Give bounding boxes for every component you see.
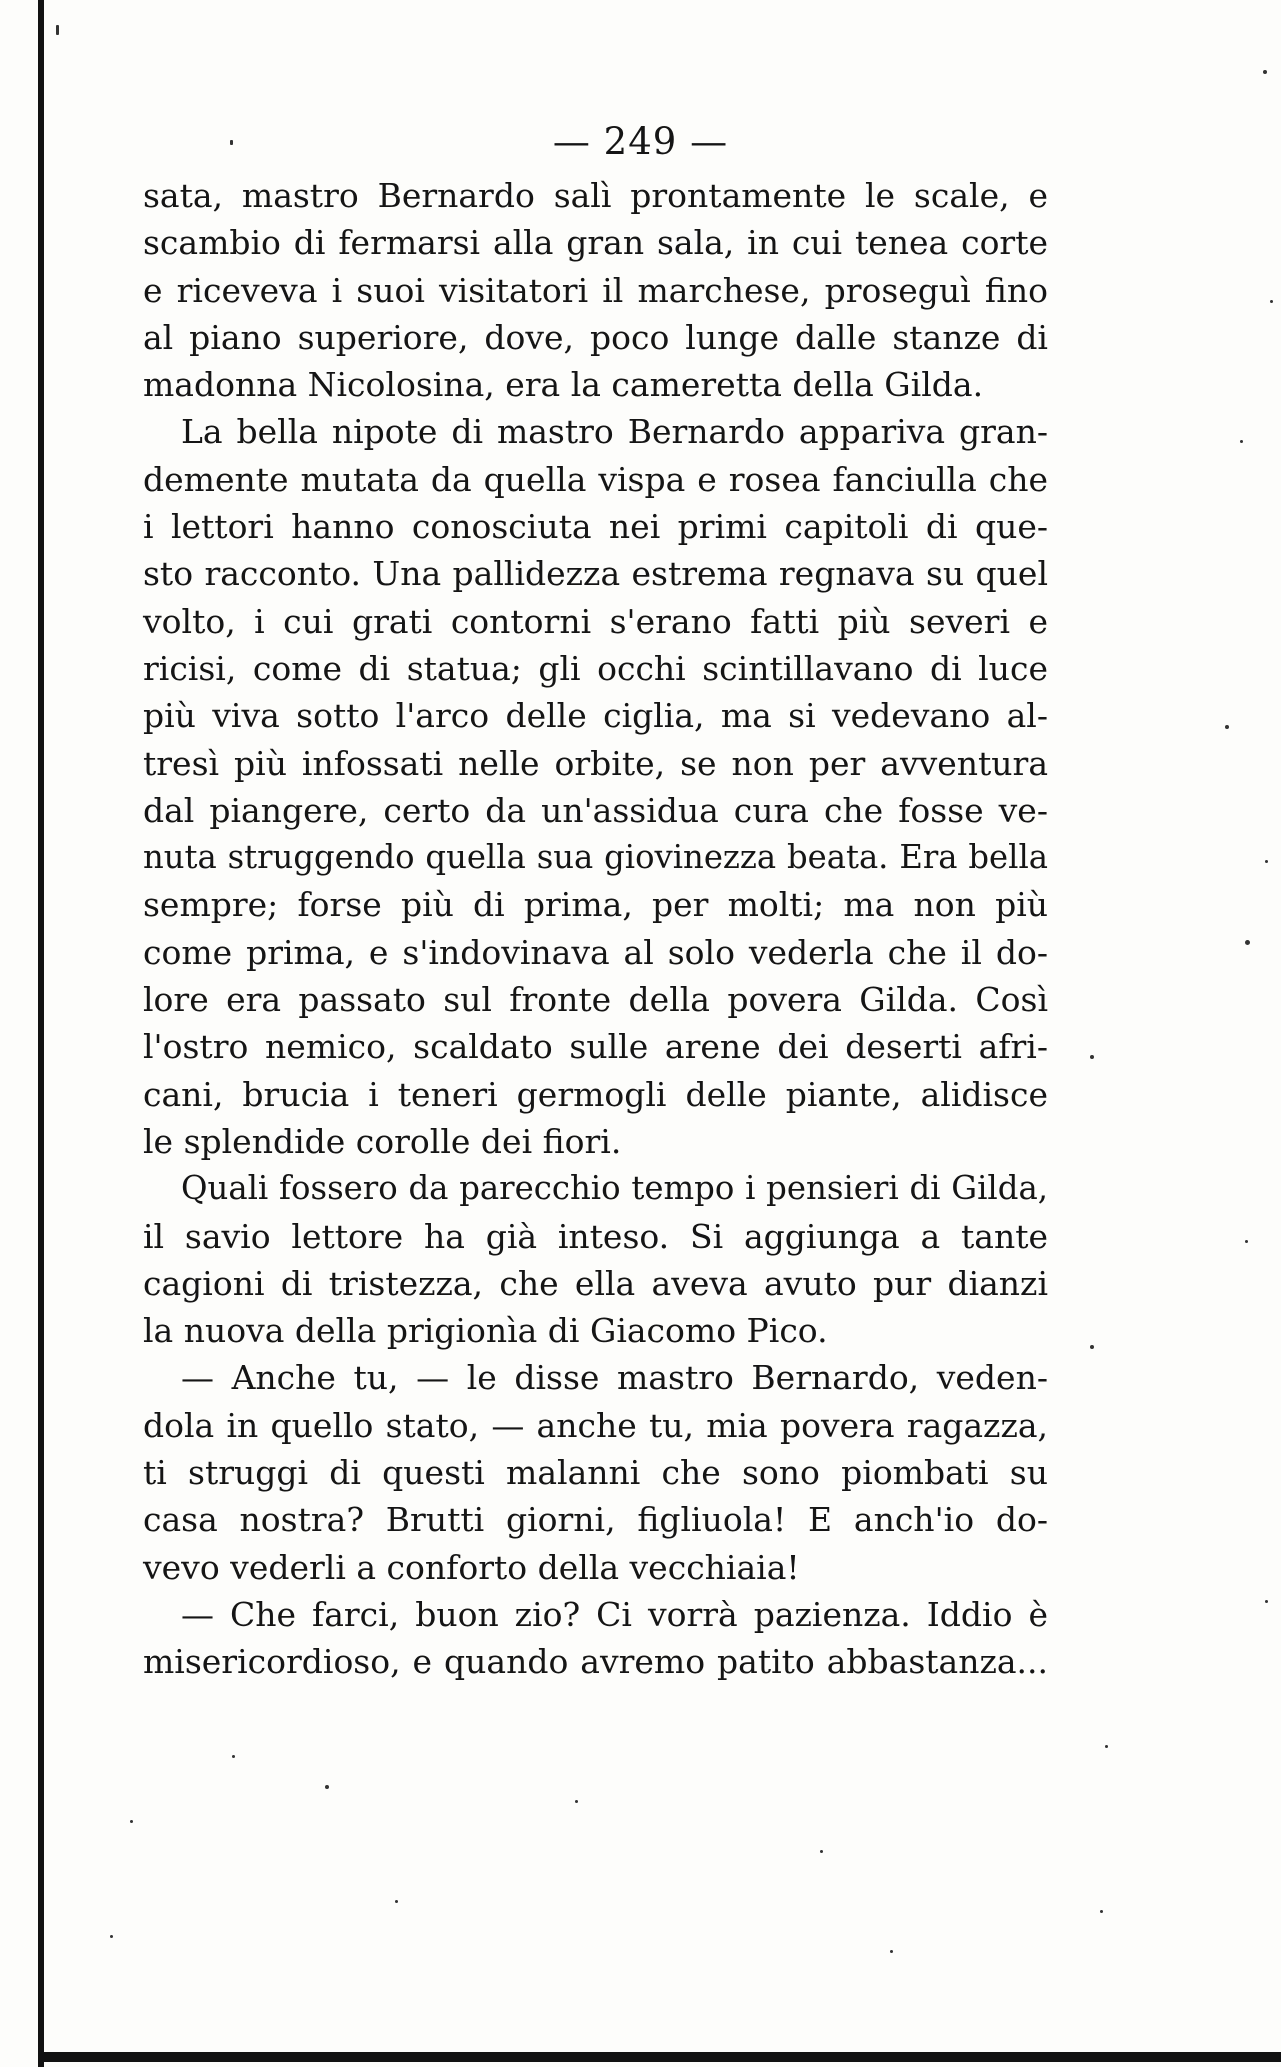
scan-bottom-edge: [38, 2052, 1281, 2062]
scan-left-edge: [38, 0, 44, 2067]
text-line: ricisi, come di statua; gli occhi scintillavano di luce: [143, 648, 1048, 688]
text-line: i lettori hanno conosciuta nei primi capitoli di que-: [143, 507, 1048, 547]
body-text: [143, 172, 1048, 1686]
text-line: l'ostro nemico, scaldato sulle arene dei deserti afri-: [143, 1027, 1048, 1067]
text-line: ti struggi di questi malanni che sono piombati su: [143, 1453, 1048, 1493]
speck: [575, 1800, 578, 1803]
page-number: — 249 —: [552, 120, 729, 163]
text-line: volto, i cui grati contorni s'erano fatti più severi e: [143, 601, 1048, 641]
text-line: come prima, e s'indovinava al solo vederla che il do-: [143, 932, 1048, 972]
text-line: tresì più infossati nelle orbite, se non per avventura: [143, 743, 1048, 783]
text-line: Quali fossero da parecchio tempo i pensieri di Gilda,: [181, 1169, 1048, 1208]
text-line: scambio di fermarsi alla gran sala, in cui tenea corte: [143, 223, 1048, 263]
text-line: madonna Nicolosina, era la cameretta della Gilda.: [143, 365, 984, 405]
text-line: sto racconto. Una pallidezza estrema regnava su quel: [143, 554, 1048, 594]
text-line: il savio lettore ha già inteso. Si aggiunga a tante: [143, 1216, 1048, 1256]
text-line: cagioni di tristezza, che ella aveva avuto pur dianzi: [143, 1263, 1048, 1303]
text-line: lore era passato sul fronte della povera Gilda. Così: [143, 980, 1048, 1020]
text-line: — Che farci, buon zio? Ci vorrà pazienza. Iddio è: [181, 1594, 1048, 1634]
speck: [1100, 1910, 1103, 1913]
text-line: e riceveva i suoi visitatori il marchese, proseguì fino: [143, 270, 1048, 310]
speck: [1263, 70, 1267, 74]
speck: [1245, 940, 1250, 945]
speck: [1265, 860, 1268, 863]
speck: [395, 1900, 398, 1903]
speck: [1225, 725, 1229, 729]
speck: [1270, 300, 1273, 303]
text-line: dal piangere, certo da un'assidua cura che fosse ve-: [143, 790, 1048, 830]
speck: [820, 1850, 823, 1853]
text-line: al piano superiore, dove, poco lunge dalle stanze di: [143, 317, 1048, 357]
text-line: sempre; forse più di prima, per molti; ma non più: [143, 885, 1048, 925]
text-line: dola in quello stato, — anche tu, mia povera ragazza,: [143, 1405, 1048, 1445]
speck: [325, 1785, 329, 1789]
text-line: nuta struggendo quella sua giovinezza beata. Era bella: [143, 838, 1048, 877]
speck: [1105, 1745, 1108, 1748]
speck: [130, 1820, 133, 1823]
speck: [890, 1950, 893, 1953]
speck: [1265, 1600, 1268, 1603]
text-line: vevo vederli a conforto della vecchiaia!: [143, 1547, 800, 1587]
speck: [232, 1755, 235, 1758]
speck: [1090, 1345, 1094, 1349]
text-line: le splendide corolle dei fiori.: [143, 1121, 622, 1161]
text-line: sata, mastro Bernardo salì prontamente le scale, e: [143, 176, 1048, 215]
text-line: casa nostra? Brutti giorni, figliuola! E anch'io do-: [143, 1500, 1048, 1540]
text-line: misericordioso, e quando avremo patito abbastanza...: [143, 1642, 1048, 1682]
text-line: cani, brucia i teneri germogli delle piante, alidisce: [143, 1074, 1048, 1114]
speck: [110, 1935, 113, 1938]
speck: [1245, 1240, 1248, 1243]
text-line: più viva sotto l'arco delle ciglia, ma si vedevano al-: [143, 696, 1048, 736]
speck: [1240, 440, 1243, 443]
speck: [1090, 1055, 1094, 1059]
text-line: — Anche tu, — le disse mastro Bernardo, veden-: [181, 1358, 1048, 1398]
speck: [56, 25, 59, 35]
text-line: la nuova della prigionìa di Giacomo Pico.: [143, 1311, 828, 1351]
text-line: demente mutata da quella vispa e rosea fanciulla che: [143, 459, 1048, 499]
text-line: La bella nipote di mastro Bernardo appariva gran-: [181, 412, 1048, 452]
